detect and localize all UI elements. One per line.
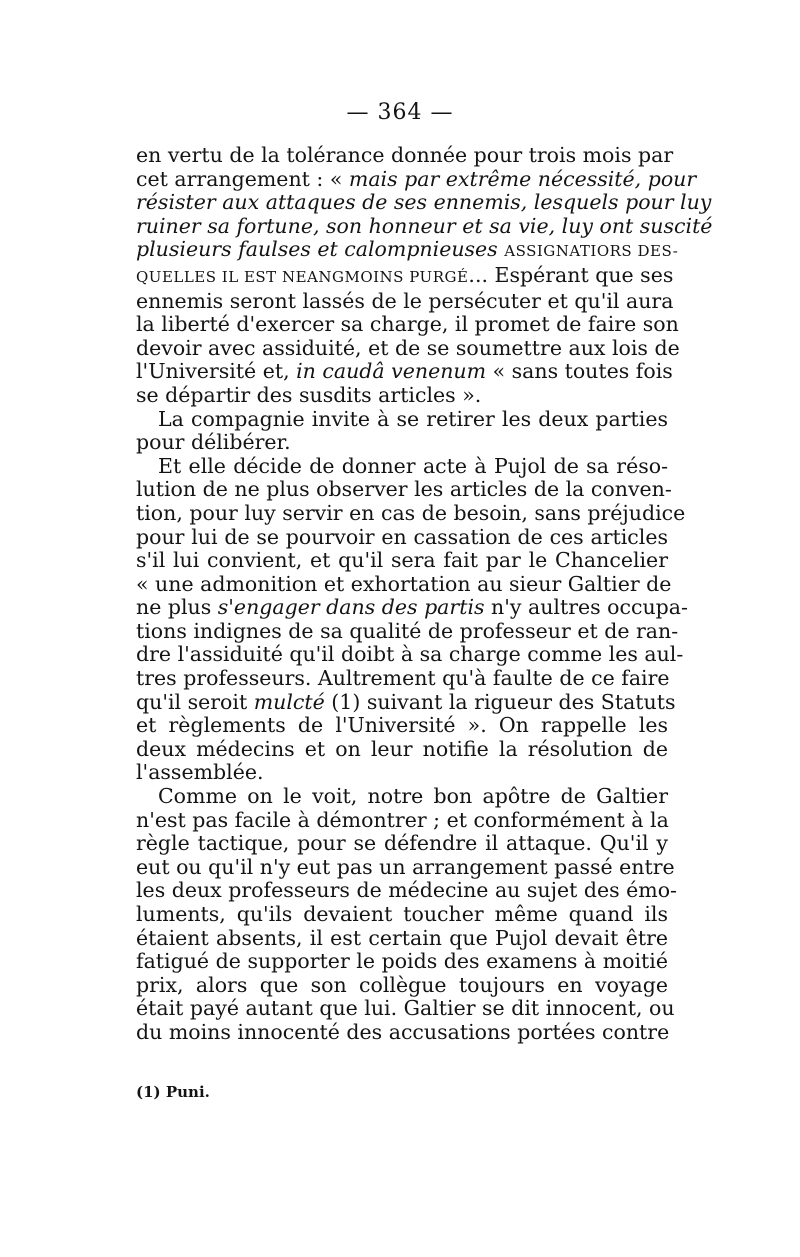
text-line: « une admonition et exhortation au sieur Galtier de (136, 571, 672, 596)
text-line: tions indignes de sa qualité de professeur et de ran- (136, 618, 679, 643)
text-line: ennemis seront lassés de le persécuter et qu'il aura (136, 288, 674, 313)
page-number: — 364 — (346, 100, 454, 125)
text-run: n'y aultres occupa- (484, 595, 688, 620)
text-line: se départir des susdits articles ». (136, 382, 482, 407)
small-caps-text: ASSIGNATIORS DES- (504, 242, 679, 261)
paragraph-start: Et elle décide de donner acte à Pujol de sa réso- (158, 453, 668, 478)
text-line: du moins innocenté des accusations portées contre (136, 1019, 670, 1044)
text-line (136, 190, 712, 215)
italic-word: mulcté (253, 689, 325, 714)
text-line (136, 213, 713, 239)
text-line (136, 595, 688, 620)
body-text (136, 143, 713, 1045)
text-line: dre l'assiduité qu'il doibt à sa charge comme les aul- (136, 642, 684, 667)
text-line: la liberté d'exercer sa charge, il promet de faire son (136, 312, 679, 337)
text-run: qu'il seroit (136, 689, 254, 714)
text-line: étaient absents, il est certain que Pujol devait être (136, 925, 668, 950)
text-line: lution de ne plus observer les articles de la conven- (136, 477, 672, 502)
text-line: fatigué de supporter le poids des examens à moitié (136, 949, 668, 974)
text-line: les deux professeurs de médecine au sujet des émo- (136, 878, 677, 903)
text-line: prix, alors que son collègue toujours en voyage (136, 972, 668, 997)
italic-quote: mais par extrême nécessité, pour (348, 166, 697, 191)
paragraph-start: Comme on le voit, notre bon apôtre de Galtier (158, 784, 668, 809)
text-line: était payé autant que lui. Galtier se dit innocent, ou (136, 996, 675, 1021)
footnote: (1) Puni. (136, 1083, 210, 1101)
small-caps-text: QUELLES IL EST NEANGMOINS PURGÉ (136, 267, 469, 286)
text-run: ... Espérant que ses (468, 262, 674, 287)
text-run: « sans toutes fois (486, 359, 673, 384)
text-run: (1) suivant la rigueur des Statuts (324, 689, 676, 714)
italic-quote: plusieurs faulses et calompnieuses (136, 237, 498, 262)
text-line (136, 237, 679, 264)
text-line: deux médecins et on leur notifie la résolution de (136, 736, 668, 761)
text-line: luments, qu'ils devaient toucher même quand ils (136, 902, 668, 926)
text-line: et règlements de l'Université ». On rappelle les (136, 713, 668, 738)
paragraph-start: La compagnie invite à se retirer les deux parties (158, 406, 668, 431)
text-line (136, 262, 674, 290)
text-line: l'assemblée. (136, 760, 264, 785)
text-line (136, 689, 676, 715)
italic-quote: ruiner sa fortune, son honneur et sa vie, luy ont suscité (136, 213, 713, 238)
text-line: tion, pour luy servir en cas de besoin, sans préjudice (136, 500, 686, 525)
text-line: règle tactique, pour se défendre il attaque. Qu'il y (136, 831, 668, 856)
italic-latin: in caudâ venenum (296, 359, 487, 384)
italic-quote: résister aux attaques de ses ennemis, lesquels pour luy (136, 190, 712, 215)
text-run: cet arrangement : « (136, 166, 349, 191)
text-line: s'il lui convient, et qu'il sera fait par le Chancelier (136, 548, 668, 573)
text-run: ne plus (136, 595, 218, 620)
text-line (136, 166, 697, 192)
italic-phrase: s'engager dans des partis (217, 595, 485, 620)
text-run: l'Université et, (136, 359, 297, 384)
text-line: eut ou qu'il n'y eut pas un arrangement passé entre (136, 854, 675, 879)
text-line: en vertu de la tolérance donnée pour trois mois par (136, 143, 674, 167)
text-line: pour délibérer. (136, 430, 291, 455)
text-line: tres professeurs. Aultrement qu'à faulte de ce faire (136, 666, 670, 691)
text-line (136, 359, 673, 384)
text-line: n'est pas facile à démontrer ; et conformément à la (136, 807, 669, 832)
text-line: devoir avec assiduité, et de se soumettre aux lois de (136, 335, 680, 360)
text-line: pour lui de se pourvoir en cassation de ces articles (136, 524, 668, 549)
